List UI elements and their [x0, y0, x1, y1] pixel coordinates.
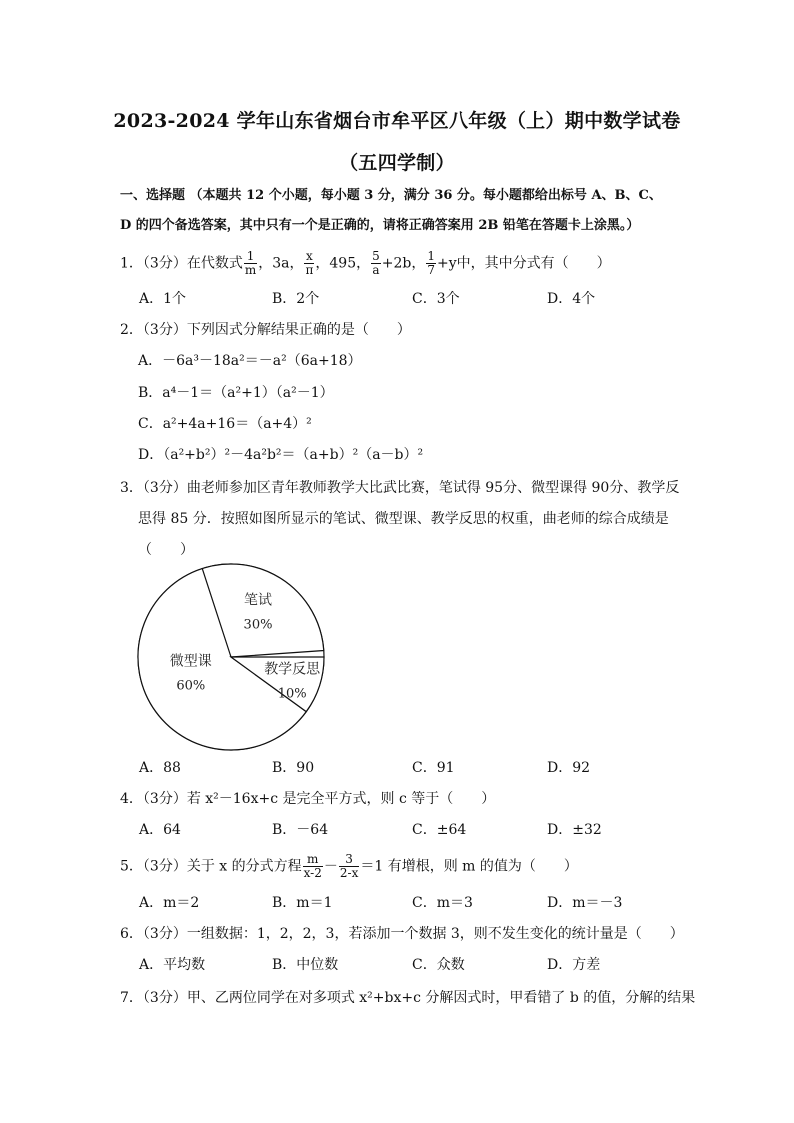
- q2-option-b[interactable]: B．a⁴－1＝（a²+1）（a²－1）: [138, 385, 334, 401]
- q4-option-c[interactable]: C．±64: [412, 822, 467, 838]
- q5-option-b[interactable]: B．m＝1: [272, 895, 333, 911]
- q5-fraction-1: $\frac{m}{x-2}$: [303, 852, 322, 880]
- q5-option-d[interactable]: D．m＝－3: [547, 895, 623, 911]
- question-3-stem-1: 3．（3分）曲老师参加区青年教师教学大比武比赛，笔试得 95分、微型课得 90分、教学反: [120, 480, 680, 496]
- q1-option-d[interactable]: D．4个: [547, 291, 596, 307]
- q1-fraction-3: $\frac{5}{a}$: [372, 249, 380, 277]
- section-title: 一、选择题: [120, 188, 186, 203]
- q5-option-a[interactable]: A．m＝2: [139, 895, 200, 911]
- question-2-stem: 2．（3分）下列因式分解结果正确的是（ ）: [120, 322, 411, 338]
- q6-option-d[interactable]: D．方差: [547, 957, 601, 973]
- q1-text-4: +y中，其中分式有（ ）: [437, 255, 611, 272]
- q1-option-c[interactable]: C．3个: [412, 291, 460, 307]
- q6-option-b[interactable]: B．中位数: [272, 957, 339, 973]
- pie-percent-3: 10%: [277, 686, 307, 702]
- pie-label-3: 教学反思: [264, 661, 321, 678]
- q5-suffix: ＝1 有增根，则 m 的值为（ ）: [360, 858, 578, 875]
- q4-option-a[interactable]: A．64: [139, 822, 181, 838]
- question-5-stem: [120, 853, 578, 880]
- q3-option-d[interactable]: D．92: [547, 760, 591, 776]
- q1-option-a[interactable]: A．1个: [139, 291, 187, 307]
- q3-option-a[interactable]: A．88: [139, 760, 181, 776]
- exam-title-line2: （五四学制）: [339, 152, 455, 174]
- q3-option-b[interactable]: B．90: [272, 760, 315, 776]
- q1-fraction-1: $\frac{1}{m}$: [244, 249, 257, 277]
- pie-percent-1: 30%: [243, 617, 273, 633]
- pie-percent-2: 60%: [176, 678, 206, 694]
- question-3-stem-3: （ ）: [138, 542, 194, 558]
- question-1-stem: [120, 250, 611, 277]
- q2-option-d[interactable]: D．（a²+b²）²－4a²b²＝（a+b）²（a－b）²: [138, 447, 424, 463]
- exam-title-line1: 2023-2024 学年山东省烟台市牟平区八年级（上）期中数学试卷: [113, 110, 681, 132]
- section-instructions-1: （本题共 12 个小题，每小题 3 分，满分 36 分。每小题都给出标号 A、B、C、: [189, 188, 662, 203]
- section-heading: [120, 186, 662, 206]
- question-4-stem: 4．（3分）若 x²－16x+c 是完全平方式，则 c 等于（ ）: [120, 791, 496, 807]
- weight-pie-chart: [136, 562, 326, 752]
- q1-prefix: 1．（3分）在代数式: [120, 255, 243, 272]
- question-3-stem-2: 思得 85 分．按照如图所显示的笔试、微型课、教学反思的权重，曲老师的综合成绩是: [138, 511, 669, 527]
- pie-label-1: 笔试: [244, 592, 272, 609]
- q1-fraction-2: $\frac{x}{\pi}$: [305, 249, 314, 277]
- q6-option-a[interactable]: A．平均数: [139, 957, 206, 973]
- section-instructions-2: D 的四个备选答案，其中只有一个是正确的，请将正确答案用 2B 铅笔在答题卡上涂黑。）: [120, 218, 640, 233]
- q3-option-c[interactable]: C．91: [412, 760, 455, 776]
- q5-prefix: 5．（3分）关于 x 的分式方程: [120, 858, 302, 875]
- question-6-stem: 6．（3分）一组数据：1，2，2，3，若添加一个数据 3，则不发生变化的统计量是（ ）: [120, 926, 684, 942]
- q4-option-b[interactable]: B．－64: [272, 822, 329, 838]
- q2-option-c[interactable]: C．a²+4a+16＝（a+4）²: [138, 416, 312, 432]
- q4-option-d[interactable]: D．±32: [547, 822, 602, 838]
- q1-text-2: ，495，: [315, 255, 371, 272]
- q1-text-1: ，3a，: [258, 255, 304, 272]
- question-7-stem: 7．（3分）甲、乙两位同学在对多项式 x²+bx+c 分解因式时，甲看错了 b 的值，分解的结果: [120, 990, 696, 1006]
- q1-fraction-4: $\frac{1}{7}$: [427, 249, 435, 277]
- q5-option-c[interactable]: C．m＝3: [412, 895, 473, 911]
- q2-option-a[interactable]: A．－6a³－18a²＝－a²（6a+18）: [138, 353, 362, 369]
- q1-text-3: +2b，: [381, 255, 426, 272]
- q5-minus: －: [323, 858, 338, 875]
- q6-option-c[interactable]: C．众数: [412, 957, 465, 973]
- pie-label-2: 微型课: [169, 653, 212, 670]
- q1-option-b[interactable]: B．2个: [272, 291, 320, 307]
- q5-fraction-2: $\frac{3}{2-x}$: [339, 852, 359, 880]
